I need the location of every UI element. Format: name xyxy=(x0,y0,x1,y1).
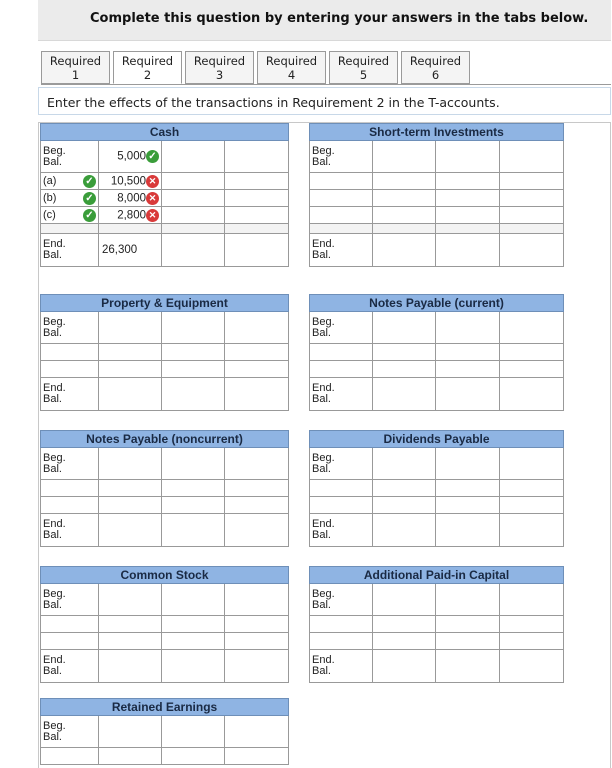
cash-c-debit-input[interactable]: 2,800 ✕ xyxy=(99,207,162,224)
cash-b-credit-input[interactable] xyxy=(225,190,289,207)
end-bal-label: End. Bal. xyxy=(41,234,99,267)
cash-beg-debit-input[interactable]: 5,000 ✓ xyxy=(99,141,162,173)
beg-bal-label: Beg. Bal. xyxy=(41,716,99,748)
incorrect-icon: ✕ xyxy=(146,175,159,188)
check-icon: ✓ xyxy=(83,175,96,188)
banner-text: Complete this question by entering your answers in the tabs below. xyxy=(90,11,589,26)
check-icon: ✓ xyxy=(83,209,96,222)
cash-b-debit-input[interactable]: 8,000 ✕ xyxy=(99,190,162,207)
cash-a-credit-label-input[interactable] xyxy=(162,173,225,190)
tab-required-1[interactable]: Required 1 xyxy=(41,51,110,84)
end-bal-label: End. Bal. xyxy=(310,378,373,411)
t-account-notes-payable-current xyxy=(309,294,564,411)
end-bal-label: End. Bal. xyxy=(310,514,373,547)
account-title: Dividends Payable xyxy=(310,431,564,448)
entry-c-label: (c) ✓ xyxy=(41,207,99,224)
check-icon: ✓ xyxy=(83,192,96,205)
t-account-cash xyxy=(40,123,289,267)
t-account-notes-payable-noncurrent xyxy=(40,430,289,547)
cash-beg-credit-label-input[interactable] xyxy=(162,141,225,173)
account-title: Notes Payable (noncurrent) xyxy=(41,431,289,448)
tab-required-2[interactable]: Required 2 xyxy=(113,51,182,84)
end-bal-label: End. Bal. xyxy=(41,514,99,547)
account-title: Notes Payable (current) xyxy=(310,295,564,312)
tab-required-6[interactable]: Required 6 xyxy=(401,51,470,84)
account-title: Short-term Investments xyxy=(310,124,564,141)
cash-a-debit-input[interactable]: 10,500 ✕ xyxy=(99,173,162,190)
account-title: Cash xyxy=(41,124,289,141)
t-account-retained-earnings xyxy=(40,698,289,765)
incorrect-icon: ✕ xyxy=(146,192,159,205)
instructions-banner xyxy=(38,0,611,41)
end-bal-label: End. Bal. xyxy=(310,650,373,683)
incorrect-icon: ✕ xyxy=(146,209,159,222)
beg-bal-label: Beg. Bal. xyxy=(310,312,373,344)
account-title: Property & Equipment xyxy=(41,295,289,312)
check-icon: ✓ xyxy=(146,150,159,163)
t-account-short-term-investments xyxy=(309,123,564,267)
tab-required-4[interactable]: Required 4 xyxy=(257,51,326,84)
cash-b-credit-label-input[interactable] xyxy=(162,190,225,207)
end-bal-label: End. Bal. xyxy=(310,234,373,267)
sti-beg-credit-label-input[interactable] xyxy=(436,141,500,173)
beg-bal-label: Beg. Bal. xyxy=(310,448,373,480)
instruction-text: Enter the effects of the transactions in Requirement 2 in the T-accounts. xyxy=(47,95,500,110)
sti-beg-credit-input[interactable] xyxy=(500,141,564,173)
t-account-common-stock xyxy=(40,566,289,683)
cash-a-credit-input[interactable] xyxy=(225,173,289,190)
cash-c-credit-input[interactable] xyxy=(225,207,289,224)
beg-bal-label: Beg. Bal. xyxy=(310,141,373,173)
cash-beg-credit-input[interactable] xyxy=(225,141,289,173)
account-title: Retained Earnings xyxy=(41,699,289,716)
t-account-additional-paid-in-capital xyxy=(309,566,564,683)
beg-bal-label: Beg. Bal. xyxy=(41,584,99,616)
entry-a-label: (a) ✓ xyxy=(41,173,99,190)
t-account-property-equipment xyxy=(40,294,289,411)
end-bal-label: End. Bal. xyxy=(41,650,99,683)
sti-beg-debit-input[interactable] xyxy=(373,141,436,173)
tab-divider xyxy=(41,84,611,85)
end-bal-label: End. Bal. xyxy=(41,378,99,411)
beg-bal-label: Beg. Bal. xyxy=(41,141,99,173)
beg-bal-label: Beg. Bal. xyxy=(41,448,99,480)
account-title: Common Stock xyxy=(41,567,289,584)
account-title: Additional Paid-in Capital xyxy=(310,567,564,584)
cash-c-credit-label-input[interactable] xyxy=(162,207,225,224)
cash-end-debit-value: 26,300 xyxy=(99,234,162,267)
t-account-dividends-payable xyxy=(309,430,564,547)
beg-bal-label: Beg. Bal. xyxy=(310,584,373,616)
tab-required-3[interactable]: Required 3 xyxy=(185,51,254,84)
entry-b-label: (b) ✓ xyxy=(41,190,99,207)
tab-required-5[interactable]: Required 5 xyxy=(329,51,398,84)
beg-bal-label: Beg. Bal. xyxy=(41,312,99,344)
requirement-tabs xyxy=(41,51,473,84)
